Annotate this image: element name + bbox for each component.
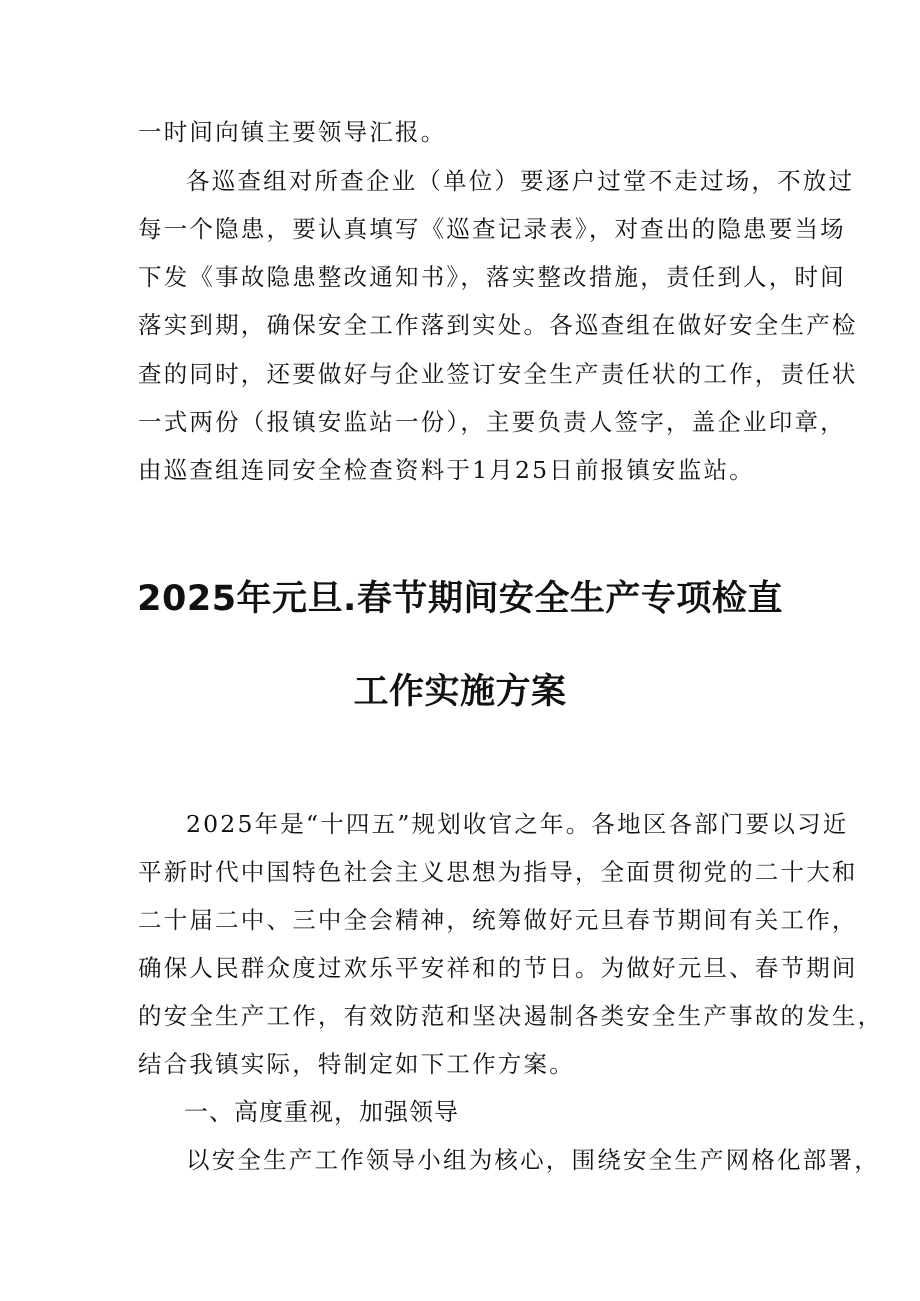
document-title-line-1: 2025年元旦.春节期间安全生产专项检直	[137, 579, 783, 619]
paragraph-line: 2025年是“十四五”规划收官之年。各地区各部门要以习近	[186, 810, 849, 838]
paragraph-line: 一时间向镇主要领导汇报。	[138, 118, 447, 146]
paragraph-line: 每一个隐患，要认真填写《巡查记录表》，对查出的隐患要当场	[138, 215, 846, 243]
paragraph-line: 下发《事故隐患整改通知书》，落实整改措施，责任到人，时间	[138, 263, 846, 291]
paragraph-line: 由巡查组连同安全检查资料于1月25日前报镇安监站。	[138, 456, 755, 484]
paragraph-line: 的安全生产工作，有效防范和坚决遏制各类安全生产事故的发生，	[138, 1002, 884, 1030]
document-title-line-2: 工作实施方案	[353, 672, 567, 712]
paragraph-line: 一式两份（报镇安监站一份），主要负责人签字，盖企业印章，	[138, 408, 846, 436]
paragraph-line: 落实到期，确保安全工作落到实处。各巡查组在做好安全生产检	[138, 311, 858, 339]
section-heading: 一、高度重视，加强领导	[184, 1098, 459, 1126]
paragraph-line: 确保人民群众度过欢乐平安祥和的节日。为做好元旦、春节期间	[138, 954, 858, 982]
paragraph-line: 各巡查组对所查企业（单位）要逐户过堂不走过场，不放过	[186, 167, 855, 195]
paragraph-line: 以安全生产工作领导小组为核心，围绕安全生产网格化部署，	[186, 1146, 880, 1174]
paragraph-line: 二十届二中、三中全会精神，统筹做好元旦春节期间有关工作，	[138, 906, 858, 934]
paragraph-line: 结合我镇实际，特制定如下工作方案。	[138, 1050, 575, 1078]
paragraph-line: 平新时代中国特色社会主义思想为指导，全面贯彻党的二十大和	[138, 858, 858, 886]
paragraph-line: 查的同时，还要做好与企业签订安全生产责任状的工作，责任状	[138, 360, 858, 388]
